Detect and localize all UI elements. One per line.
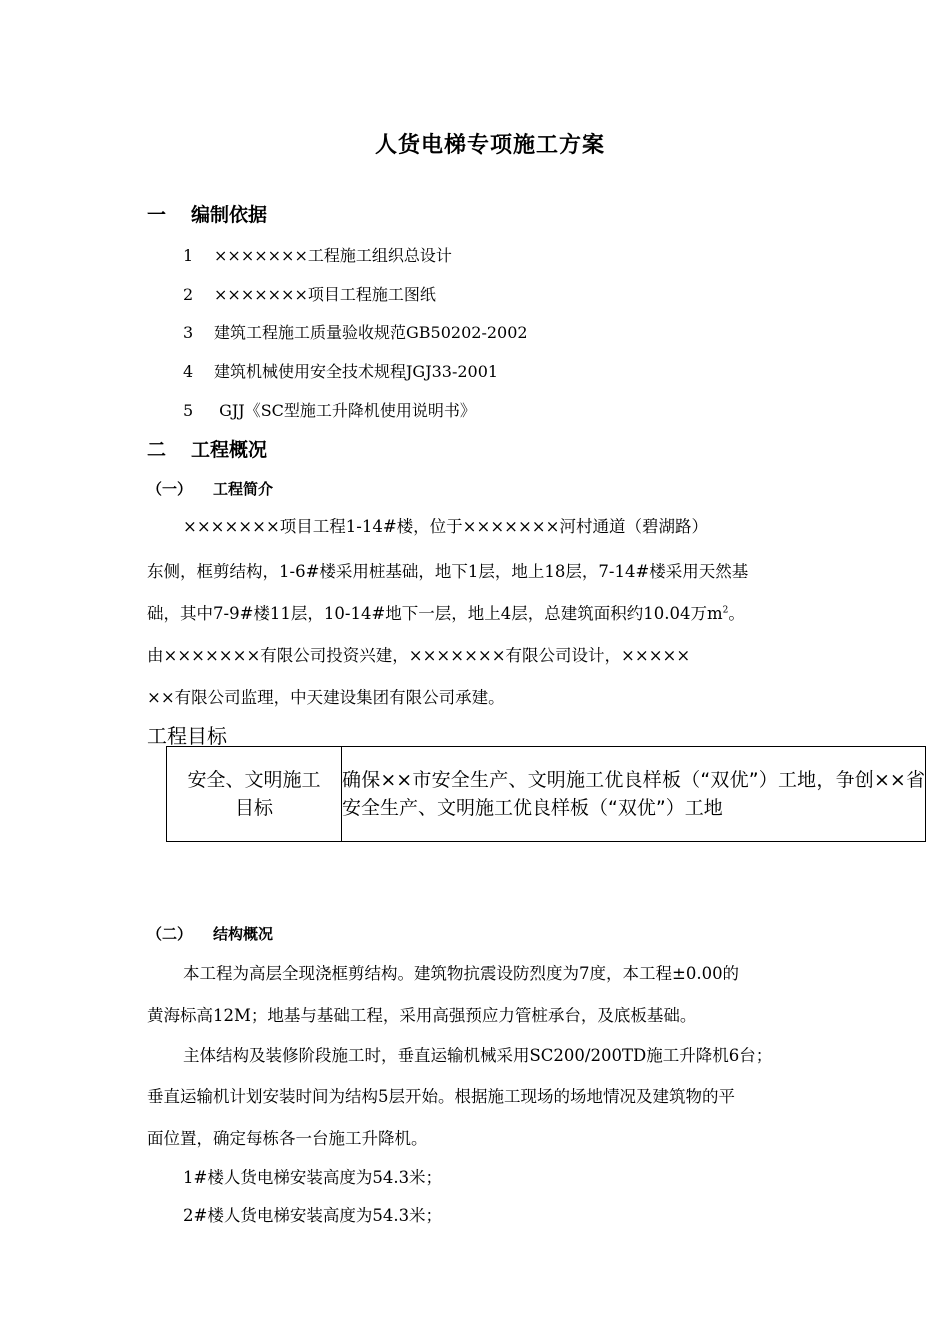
structure-line: 垂直运输机计划安装时间为结构5层开始。根据施工现场的场地情况及建筑物的平	[147, 1087, 735, 1106]
subsection-number: （二）	[147, 925, 193, 943]
subsection-heading-structure	[147, 923, 273, 944]
basis-item-number: 4	[183, 362, 194, 381]
section-number: 一	[147, 204, 167, 226]
subsection-title: 工程简介	[213, 480, 274, 498]
basis-item-text: ×××××××项目工程施工图纸	[214, 285, 436, 304]
goal-label-cell	[167, 747, 342, 842]
goal-label-line: 目标	[234, 797, 273, 819]
elevator-height-line: 2#楼人货电梯安装高度为54.3米；	[183, 1206, 443, 1225]
basis-item	[183, 359, 498, 382]
section-heading-basis	[147, 200, 267, 227]
goal-label-line: 安全、文明施工	[187, 769, 321, 791]
basis-item-text: ×××××××工程施工组织总设计	[214, 246, 452, 265]
goal-content-cell: 确保××市安全生产、文明施工优良样板（“双优”）工地，争创××省安全生产、文明施工优良样板（“双优”）工地	[342, 747, 926, 842]
structure-line: 主体结构及装修阶段施工时，垂直运输机械采用SC200/200TD施工升降机6台；	[183, 1046, 773, 1065]
intro-line: 东侧，框剪结构，1-6#楼采用桩基础，地下1层，地上18层，7-14#楼采用天然基	[147, 562, 749, 581]
intro-line-text: 础，其中7-9#楼11层，10-14#地下一层，地上4层，总建筑面积约10.04万m	[147, 604, 723, 623]
table-row	[167, 747, 926, 842]
superscript-two: 2	[722, 605, 729, 616]
subsection-title: 结构概况	[213, 925, 274, 943]
subsection-heading-intro	[147, 478, 273, 499]
basis-item	[183, 282, 436, 305]
intro-line: ×××××××项目工程1-14#楼，位于×××××××河村通道（碧湖路）	[183, 517, 708, 536]
section-number: 二	[147, 439, 167, 461]
intro-line	[147, 600, 745, 624]
basis-item	[183, 243, 452, 266]
goal-table-title: 工程目标	[147, 724, 227, 748]
structure-line: 面位置，确定每栋各一台施工升降机。	[147, 1129, 428, 1148]
intro-line: ××有限公司监理，中天建设集团有限公司承建。	[147, 688, 505, 707]
basis-item-text: GJJ《SC型施工升降机使用说明书》	[214, 401, 476, 420]
basis-item-text: 建筑工程施工质量验收规范GB50202-2002	[214, 323, 528, 342]
section-heading-overview	[147, 435, 267, 462]
subsection-number: （一）	[147, 480, 193, 498]
intro-line: 由×××××××有限公司投资兴建，×××××××有限公司设计，×××××	[147, 646, 691, 665]
intro-line-end: 。	[728, 604, 745, 623]
basis-item-number: 3	[183, 323, 194, 342]
basis-item	[183, 320, 528, 343]
goal-table	[166, 746, 926, 842]
structure-line: 本工程为高层全现浇框剪结构。建筑物抗震设防烈度为7度，本工程±0.00的	[183, 964, 740, 983]
basis-item-number: 5	[183, 401, 194, 420]
section-title: 编制依据	[191, 204, 268, 226]
document-title: 人货电梯专项施工方案	[374, 132, 605, 158]
basis-item-text: 建筑机械使用安全技术规程JGJ33-2001	[214, 362, 499, 381]
basis-item	[183, 398, 476, 421]
basis-item-number: 2	[183, 285, 194, 304]
basis-item-number: 1	[183, 246, 194, 265]
section-title: 工程概况	[191, 439, 268, 461]
structure-line: 黄海标高12M；地基与基础工程，采用高强预应力管桩承台，及底板基础。	[147, 1006, 697, 1025]
elevator-height-line: 1#楼人货电梯安装高度为54.3米；	[183, 1168, 443, 1187]
